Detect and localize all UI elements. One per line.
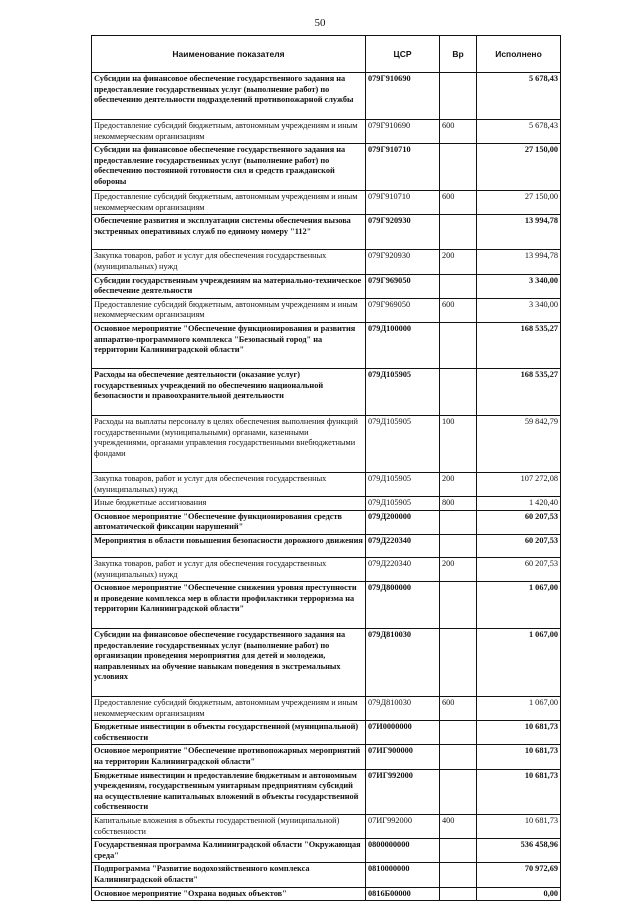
cell-name: Государственная программа Калининградской области "Окружающая среда": [92, 839, 366, 863]
cell-amount: 3 340,00: [477, 298, 561, 322]
cell-vr: [440, 144, 477, 191]
cell-csr: 079Г920930: [366, 215, 440, 250]
table-row: [92, 721, 561, 745]
cell-amount: 60 207,53: [477, 557, 561, 581]
cell-amount: 1 420,40: [477, 497, 561, 511]
table-row: [92, 887, 561, 901]
cell-name: Закупка товаров, работ и услуг для обеспечения государственных (муниципальных) нужд: [92, 250, 366, 274]
cell-amount: 5 678,43: [477, 73, 561, 120]
cell-vr: 800: [440, 497, 477, 511]
cell-name: Субсидии государственным учреждениям на материально-техническое обеспечение деятельности: [92, 274, 366, 298]
cell-csr: 079Г910690: [366, 73, 440, 120]
cell-name: Обеспечение развития и эксплуатации системы обеспечения вызова экстренных оперативных служб по единому номеру "112": [92, 215, 366, 250]
cell-vr: [440, 887, 477, 901]
cell-vr: 100: [440, 415, 477, 472]
table-row: [92, 144, 561, 191]
cell-amount: 60 207,53: [477, 534, 561, 557]
table-header-row: [92, 36, 561, 73]
cell-vr: [440, 839, 477, 863]
cell-vr: [440, 534, 477, 557]
cell-amount: 10 681,73: [477, 815, 561, 839]
table-row: [92, 274, 561, 298]
cell-name: Субсидии на финансовое обеспечение государственного задания на предоставление государственных услуг (выполнение работ) по обеспечению постоянной готовности сил и средств гражданской обороны: [92, 144, 366, 191]
cell-csr: 07И0000000: [366, 721, 440, 745]
header-csr: ЦСР: [366, 36, 440, 73]
table-row: [92, 73, 561, 120]
cell-amount: 13 994,78: [477, 215, 561, 250]
cell-csr: 079Д100000: [366, 322, 440, 368]
table-row: [92, 472, 561, 496]
cell-csr: 079Д105905: [366, 415, 440, 472]
cell-name: Предоставление субсидий бюджетным, автономным учреждениям и иным некоммерческим организациям: [92, 298, 366, 322]
table-row: [92, 557, 561, 581]
cell-csr: 0800000000: [366, 839, 440, 863]
cell-vr: [440, 745, 477, 769]
table-row: [92, 215, 561, 250]
cell-amount: 168 535,27: [477, 368, 561, 415]
cell-amount: 536 458,96: [477, 839, 561, 863]
table-row: [92, 250, 561, 274]
cell-vr: [440, 863, 477, 887]
cell-csr: 07ИГ992000: [366, 815, 440, 839]
cell-csr: 079Д105905: [366, 368, 440, 415]
cell-name: Бюджетные инвестиции и предоставление бюджетным и автономным учреждениям, государственным унитарным предприятиям субсидий на осуществление капитальных вложений в объекты государственной собственности: [92, 769, 366, 814]
cell-vr: [440, 721, 477, 745]
cell-name: Основное мероприятие "Обеспечение снижения уровня преступности и проведение комплекса мер в области профилактики терроризма на территории Калининградской области": [92, 582, 366, 629]
cell-csr: 079Д105905: [366, 472, 440, 496]
table-body: [92, 73, 561, 901]
cell-vr: 600: [440, 191, 477, 215]
cell-vr: 600: [440, 298, 477, 322]
table-row: [92, 510, 561, 534]
cell-name: Субсидии на финансовое обеспечение государственного задания на предоставление государственных услуг (выполнение работ) по организации проведения мероприятия для детей и молодежи, направленных на обучение навыкам поведения в экстремальных условиях: [92, 629, 366, 697]
cell-vr: [440, 274, 477, 298]
cell-csr: 079Г910710: [366, 191, 440, 215]
cell-csr: 07ИГ900000: [366, 745, 440, 769]
cell-amount: 13 994,78: [477, 250, 561, 274]
cell-vr: [440, 769, 477, 814]
cell-name: Капитальные вложения в объекты государственной (муниципальной) собственности: [92, 815, 366, 839]
cell-csr: 079Д220340: [366, 534, 440, 557]
table-row: [92, 191, 561, 215]
cell-csr: 079Д810030: [366, 629, 440, 697]
cell-vr: [440, 73, 477, 120]
cell-amount: 1 067,00: [477, 629, 561, 697]
cell-csr: 079Г910710: [366, 144, 440, 191]
cell-name: Расходы на обеспечение деятельности (оказание услуг) государственных учреждений по обеспечению национальной безопасности и правоохранительной деятельности: [92, 368, 366, 415]
cell-amount: 0,00: [477, 887, 561, 901]
cell-amount: 27 150,00: [477, 191, 561, 215]
cell-vr: [440, 368, 477, 415]
cell-vr: [440, 322, 477, 368]
table-row: [92, 582, 561, 629]
cell-name: Расходы на выплаты персоналу в целях обеспечения выполнения функций государственными (муниципальными) органами, казенными учреждениями, органами управления государственными внебюджетными фондами: [92, 415, 366, 472]
cell-csr: 079Г920930: [366, 250, 440, 274]
cell-vr: 400: [440, 815, 477, 839]
cell-vr: 200: [440, 557, 477, 581]
cell-name: Предоставление субсидий бюджетным, автономным учреждениям и иным некоммерческим организациям: [92, 120, 366, 144]
cell-name: Основное мероприятие "Обеспечение противопожарных мероприятий на территории Калининградской области": [92, 745, 366, 769]
cell-csr: 0810000000: [366, 863, 440, 887]
cell-csr: 07ИГ992000: [366, 769, 440, 814]
table-row: [92, 298, 561, 322]
page-number: 50: [314, 17, 326, 29]
cell-csr: 079Д105905: [366, 497, 440, 511]
cell-vr: 200: [440, 472, 477, 496]
cell-name: Бюджетные инвестиции в объекты государственной (муниципальной) собственности: [92, 721, 366, 745]
cell-csr: 0816Б00000: [366, 887, 440, 901]
cell-csr: 079Д200000: [366, 510, 440, 534]
cell-amount: 3 340,00: [477, 274, 561, 298]
cell-vr: [440, 629, 477, 697]
cell-name: Закупка товаров, работ и услуг для обеспечения государственных (муниципальных) нужд: [92, 472, 366, 496]
cell-amount: 27 150,00: [477, 144, 561, 191]
table-row: [92, 534, 561, 557]
cell-vr: [440, 582, 477, 629]
table-row: [92, 839, 561, 863]
cell-vr: 600: [440, 697, 477, 721]
cell-amount: 60 207,53: [477, 510, 561, 534]
cell-name: Основное мероприятие "Обеспечение функционирования и развития аппаратно-программного комплекса "Безопасный город" на территории Калининградской области": [92, 322, 366, 368]
table-row: [92, 629, 561, 697]
cell-csr: 079Д800000: [366, 582, 440, 629]
table-row: [92, 815, 561, 839]
cell-amount: 5 678,43: [477, 120, 561, 144]
table-row: [92, 863, 561, 887]
cell-name: Предоставление субсидий бюджетным, автономным учреждениям и иным некоммерческим организациям: [92, 191, 366, 215]
cell-amount: 10 681,73: [477, 769, 561, 814]
cell-vr: 200: [440, 250, 477, 274]
cell-name: Предоставление субсидий бюджетным, автономным учреждениям и иным некоммерческим организациям: [92, 697, 366, 721]
cell-name: Субсидии на финансовое обеспечение государственного задания на предоставление государственных услуг (выполнение работ) по обеспечению деятельности подразделений противопожарной службы: [92, 73, 366, 120]
table-row: [92, 322, 561, 368]
cell-name: Закупка товаров, работ и услуг для обеспечения государственных (муниципальных) нужд: [92, 557, 366, 581]
cell-amount: 1 067,00: [477, 697, 561, 721]
cell-vr: [440, 510, 477, 534]
cell-amount: 70 972,69: [477, 863, 561, 887]
cell-csr: 079Г969050: [366, 274, 440, 298]
cell-name: Подпрограмма "Развитие водохозяйственного комплекса Калининградской области": [92, 863, 366, 887]
cell-amount: 168 535,27: [477, 322, 561, 368]
cell-vr: 600: [440, 120, 477, 144]
table-row: [92, 497, 561, 511]
cell-amount: 107 272,08: [477, 472, 561, 496]
cell-amount: 10 681,73: [477, 745, 561, 769]
cell-amount: 1 067,00: [477, 582, 561, 629]
cell-csr: 079Д220340: [366, 557, 440, 581]
table-row: [92, 368, 561, 415]
header-indicator-name: Наименование показателя: [92, 36, 366, 73]
table-row: [92, 415, 561, 472]
cell-name: Основное мероприятие "Охрана водных объектов": [92, 887, 366, 901]
cell-name: Мероприятия в области повышения безопасности дорожного движения: [92, 534, 366, 557]
cell-name: Иные бюджетные ассигнования: [92, 497, 366, 511]
header-executed: Исполнено: [477, 36, 561, 73]
header-vr: Вр: [440, 36, 477, 73]
budget-execution-table: [91, 35, 561, 901]
cell-csr: 079Г969050: [366, 298, 440, 322]
cell-amount: 59 842,79: [477, 415, 561, 472]
cell-amount: 10 681,73: [477, 721, 561, 745]
cell-csr: 079Г910690: [366, 120, 440, 144]
table-row: [92, 697, 561, 721]
cell-csr: 079Д810030: [366, 697, 440, 721]
cell-name: Основное мероприятие "Обеспечение функционирования средств автоматической фиксации нарушений": [92, 510, 366, 534]
cell-vr: [440, 215, 477, 250]
table-row: [92, 120, 561, 144]
table-row: [92, 769, 561, 814]
table-row: [92, 745, 561, 769]
